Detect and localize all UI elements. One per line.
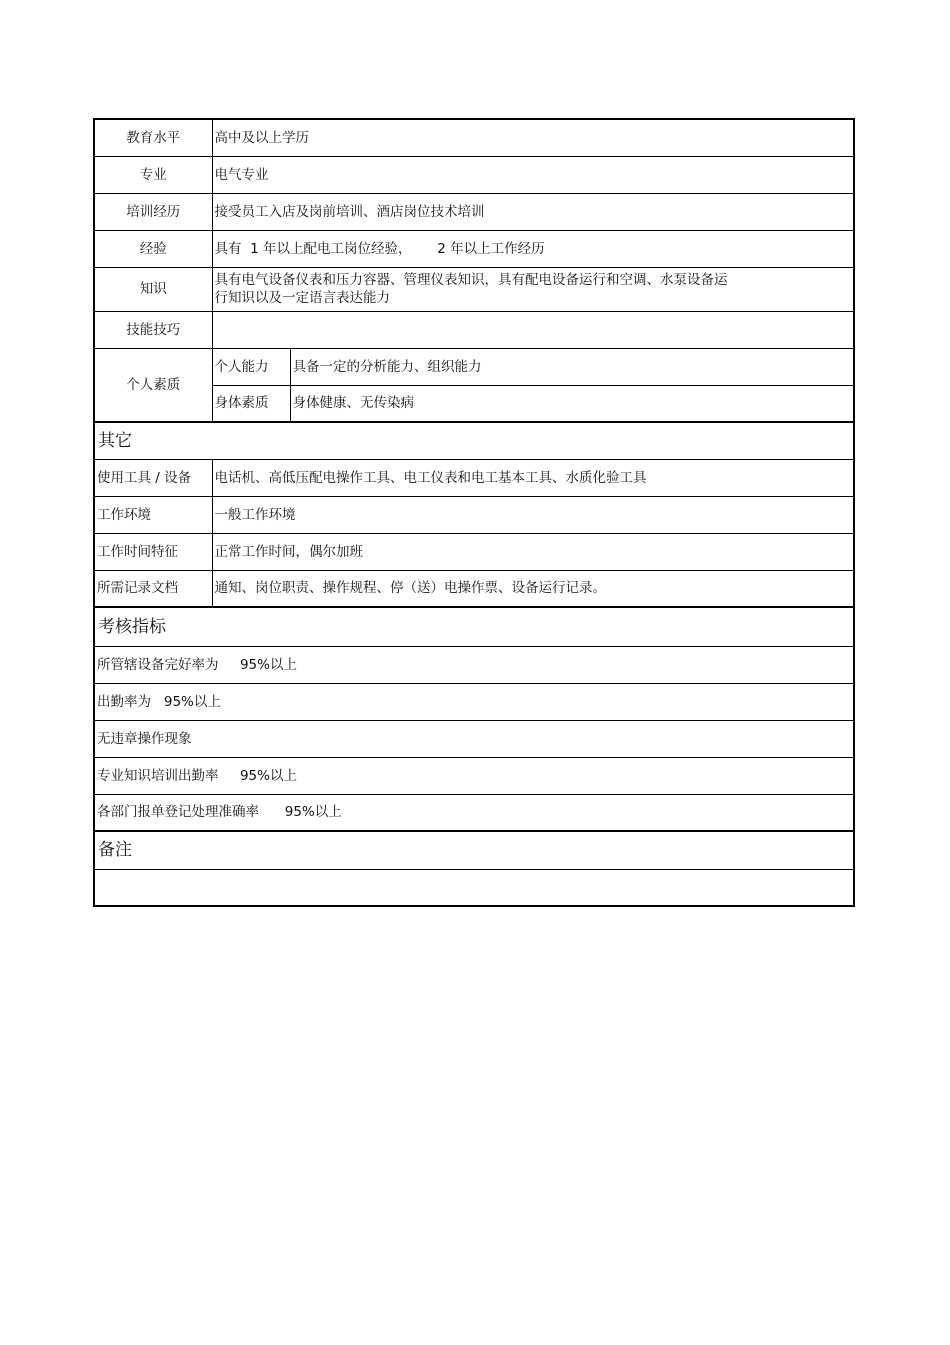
personal-label: 个人素质 bbox=[94, 348, 212, 422]
kpi-row bbox=[94, 646, 854, 683]
kpi-row bbox=[94, 794, 854, 831]
notes-section-title: 备注 bbox=[94, 831, 854, 869]
row-documents bbox=[94, 570, 854, 607]
row-notes-title bbox=[94, 831, 854, 869]
row-skills bbox=[94, 311, 854, 348]
row-kpi-title bbox=[94, 607, 854, 646]
environment-value: 一般工作环境 bbox=[212, 496, 854, 533]
documents-value: 通知、岗位职责、操作规程、停（送）电操作票、设备运行记录。 bbox=[212, 570, 854, 607]
row-tools bbox=[94, 459, 854, 496]
environment-label: 工作环境 bbox=[94, 496, 212, 533]
job-description-table bbox=[93, 118, 855, 907]
major-value: 电气专业 bbox=[212, 156, 854, 193]
documents-label: 所需记录文档 bbox=[94, 570, 212, 607]
experience-label: 经验 bbox=[94, 230, 212, 267]
knowledge-value-line1: 具有电气设备仪表和压力容器、管理仪表知识，具有配电设备运行和空调、水泵设备运 bbox=[214, 272, 728, 288]
other-section-title: 其它 bbox=[94, 422, 854, 459]
kpi-item: 无违章操作现象 bbox=[94, 720, 854, 757]
knowledge-label: 知识 bbox=[94, 267, 212, 311]
education-value: 高中及以上学历 bbox=[212, 119, 854, 156]
row-training bbox=[94, 193, 854, 230]
major-label: 专业 bbox=[94, 156, 212, 193]
ability-value: 具备一定的分析能力、组织能力 bbox=[290, 348, 854, 385]
row-education bbox=[94, 119, 854, 156]
tools-value: 电话机、高低压配电操作工具、电工仪表和电工基本工具、水质化验工具 bbox=[212, 459, 854, 496]
row-notes-value bbox=[94, 869, 854, 906]
job-description-table-container bbox=[93, 118, 855, 907]
row-personal-ability bbox=[94, 348, 854, 385]
kpi-section-title: 考核指标 bbox=[94, 607, 854, 646]
row-hours bbox=[94, 533, 854, 570]
row-other-title bbox=[94, 422, 854, 459]
kpi-row bbox=[94, 720, 854, 757]
kpi-item: 各部门报单登记处理准确率 95%以上 bbox=[94, 794, 854, 831]
education-label: 教育水平 bbox=[94, 119, 212, 156]
ability-label: 个人能力 bbox=[212, 348, 290, 385]
training-label: 培训经历 bbox=[94, 193, 212, 230]
experience-value: 具有 1 年以上配电工岗位经验， 2 年以上工作经历 bbox=[212, 230, 854, 267]
hours-label: 工作时间特征 bbox=[94, 533, 212, 570]
tools-label: 使用工具 / 设备 bbox=[94, 459, 212, 496]
skills-value bbox=[212, 311, 854, 348]
notes-value bbox=[94, 869, 854, 906]
physical-label: 身体素质 bbox=[212, 385, 290, 422]
physical-value: 身体健康、无传染病 bbox=[290, 385, 854, 422]
row-major bbox=[94, 156, 854, 193]
knowledge-value bbox=[212, 267, 854, 311]
knowledge-value-line2: 行知识以及一定语言表达能力 bbox=[214, 290, 390, 306]
row-experience bbox=[94, 230, 854, 267]
row-knowledge bbox=[94, 267, 854, 311]
kpi-item: 所管辖设备完好率为 95%以上 bbox=[94, 646, 854, 683]
kpi-item: 专业知识培训出勤率 95%以上 bbox=[94, 757, 854, 794]
row-environment bbox=[94, 496, 854, 533]
skills-label: 技能技巧 bbox=[94, 311, 212, 348]
training-value: 接受员工入店及岗前培训、酒店岗位技术培训 bbox=[212, 193, 854, 230]
kpi-item: 出勤率为 95%以上 bbox=[94, 683, 854, 720]
kpi-row bbox=[94, 683, 854, 720]
kpi-row bbox=[94, 757, 854, 794]
hours-value: 正常工作时间，偶尔加班 bbox=[212, 533, 854, 570]
